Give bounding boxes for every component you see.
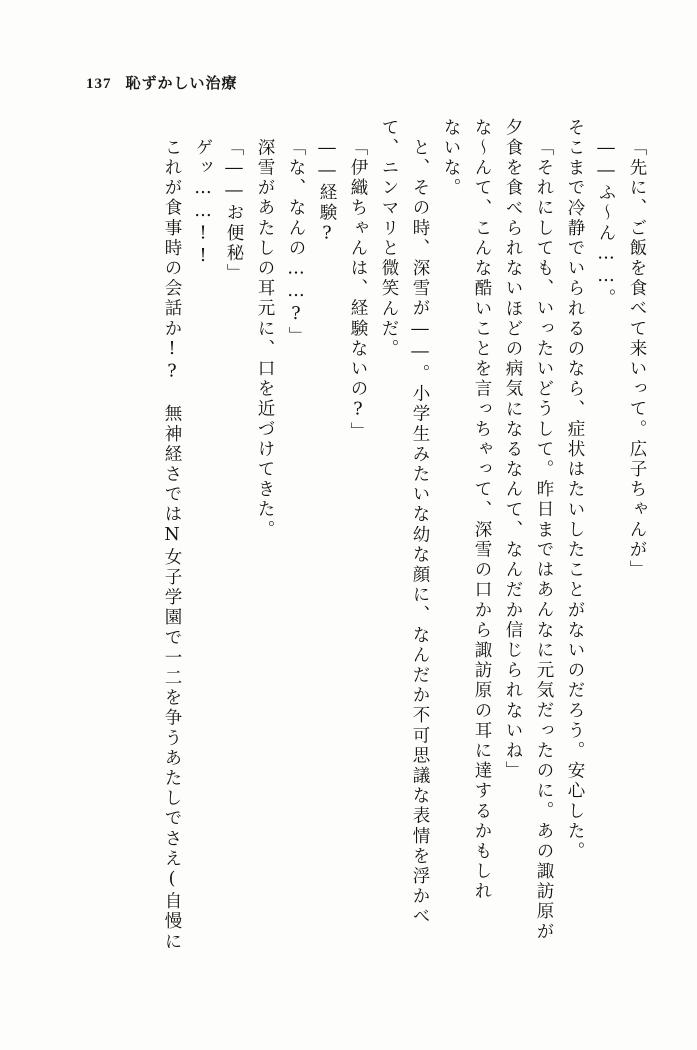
page-header	[86, 72, 238, 93]
text-line: そこまで冷静でいられるのなら、症状はたいしたことがないのだろう。安心した。	[565, 118, 585, 862]
text-line: と、その時、深雪が――。小学生みたいな幼な顔に、なんだか不可思議な表情を浮かべ	[410, 138, 430, 927]
body-text-block	[49, 118, 645, 1013]
text-line: 「先に、ご飯を食べて来いって。広子ちゃんが」	[627, 138, 647, 581]
running-head: 恥ずかしい治療	[125, 76, 238, 92]
page-number: 137	[86, 76, 112, 92]
text-line: 「な、なんの……?」	[286, 138, 306, 347]
text-line: ゲッ……!!	[193, 138, 213, 269]
text-line: ――ふ〜ん……。	[596, 138, 616, 309]
text-line: ないな。	[441, 118, 461, 199]
text-line: 深雪があたしの耳元に、口を近づけてきた。	[255, 138, 275, 540]
text-line: 夕食を食べられないほどの病気になるなんて、なんだか信じられないね」	[503, 118, 523, 782]
text-line: これが食事時の会話か!? 無神経さではN女子学園で一二を争うあたしでさえ(自慢に	[162, 138, 182, 952]
text-line: て、ニンマリと微笑んだ。	[379, 118, 399, 360]
text-line: 「――お便秘」	[224, 138, 244, 284]
text-line: 「それにしても、いったいどうして。昨日まではあんなに元気だったのに。あの諏訪原が	[534, 138, 554, 942]
text-line: 「伊織ちゃんは、経験ないの?」	[348, 138, 368, 442]
text-line: な〜んて、こんな酷いことを言っちゃって、深雪の口から諏訪原の耳に達するかもしれ	[472, 118, 492, 902]
text-line: ――経験?	[317, 138, 337, 246]
